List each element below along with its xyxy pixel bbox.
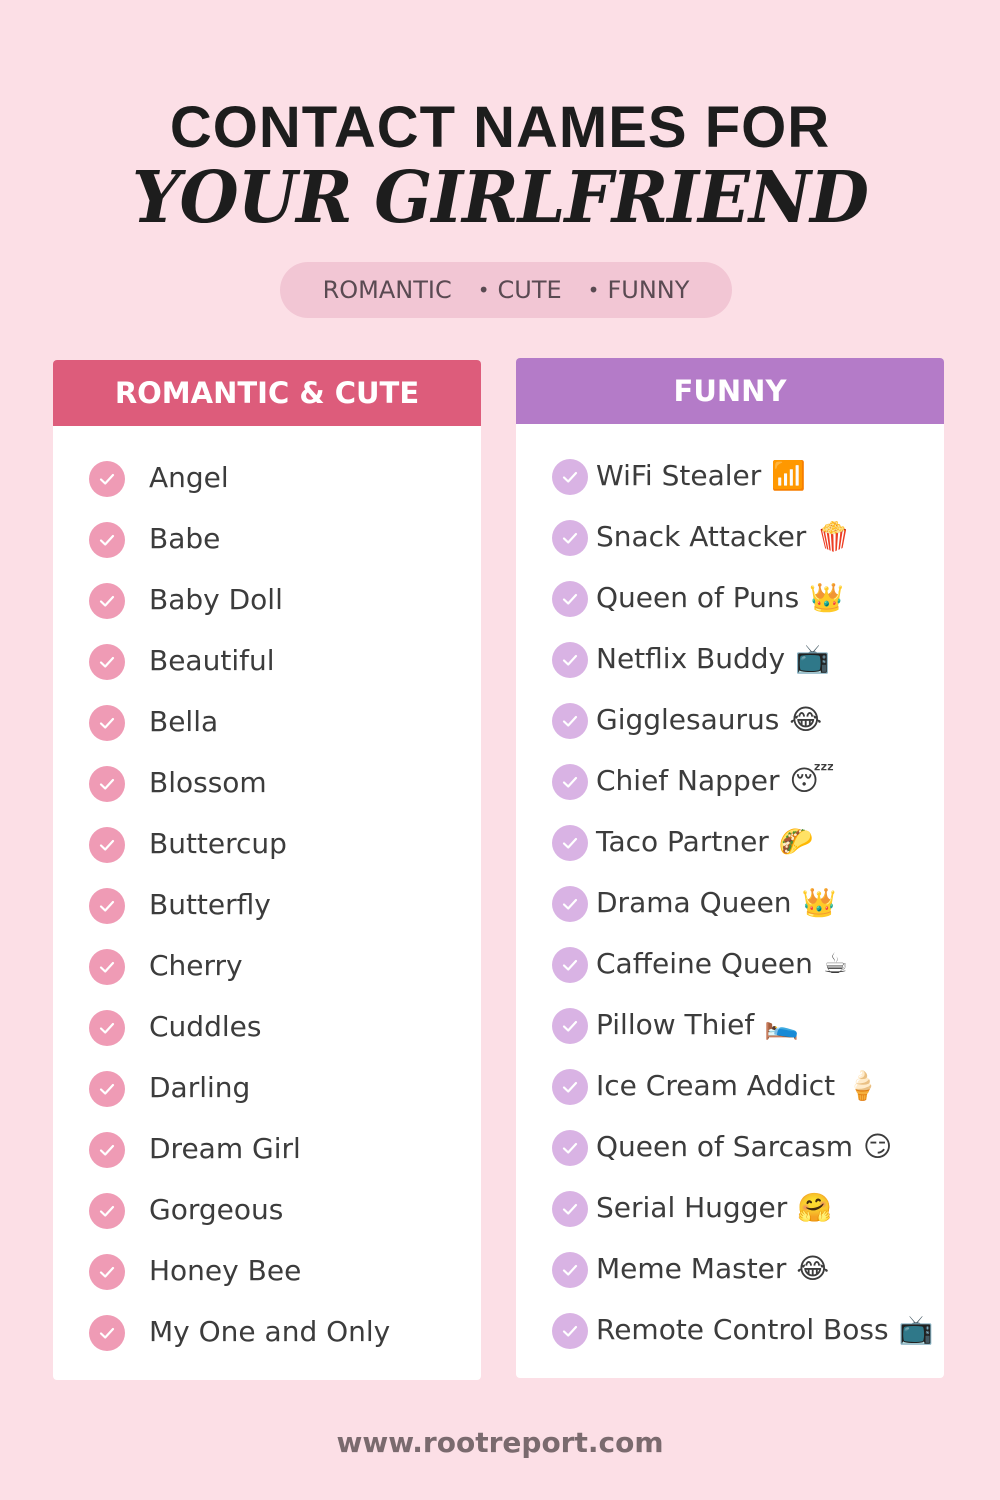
list-item xyxy=(53,509,481,570)
check-circle-icon xyxy=(552,1008,588,1044)
list-item xyxy=(516,873,944,934)
check-circle-icon xyxy=(89,1254,125,1290)
list-item-label xyxy=(596,947,848,981)
list-item xyxy=(53,814,481,875)
check-circle-icon xyxy=(552,947,588,983)
list-item-label xyxy=(596,1252,829,1286)
emoji-icon: 🛌 xyxy=(764,1008,800,1041)
check-circle-icon xyxy=(89,583,125,619)
list-item-label xyxy=(596,1191,832,1225)
list-item-label: Bella xyxy=(149,705,219,738)
list-item xyxy=(516,1178,944,1239)
item-label: Gigglesaurus xyxy=(596,703,780,736)
list-item xyxy=(53,1302,481,1363)
list-item-label: Baby Doll xyxy=(149,583,283,616)
check-circle-icon xyxy=(552,1130,588,1166)
bullet-icon: • xyxy=(477,278,490,302)
emoji-icon: 👑 xyxy=(801,886,837,919)
romantic-card xyxy=(53,360,481,1380)
emoji-icon: 😂 xyxy=(796,1252,830,1285)
list-item-label xyxy=(596,642,830,676)
item-label: Drama Queen xyxy=(596,886,792,919)
pill-item-funny: FUNNY xyxy=(607,276,690,304)
emoji-icon: 😏 xyxy=(863,1130,893,1163)
check-circle-icon xyxy=(89,705,125,741)
footer-url[interactable]: www.rootreport.com xyxy=(336,1426,664,1459)
check-circle-icon xyxy=(89,1132,125,1168)
item-label: Queen of Sarcasm xyxy=(596,1130,854,1163)
list-item-label: Cherry xyxy=(149,949,243,982)
list-item xyxy=(53,997,481,1058)
emoji-icon: 😴 xyxy=(789,764,835,797)
list-item xyxy=(516,1239,944,1300)
item-label: Serial Hugger xyxy=(596,1191,788,1224)
list-item-label xyxy=(596,1313,933,1347)
check-circle-icon xyxy=(89,888,125,924)
list-item-label: Buttercup xyxy=(149,827,287,860)
item-label: Caffeine Queen xyxy=(596,947,813,980)
romantic-header: ROMANTIC & CUTE xyxy=(53,360,481,426)
check-circle-icon xyxy=(89,766,125,802)
check-circle-icon xyxy=(552,825,588,861)
bullet-icon: • xyxy=(587,278,600,302)
pill-item-cute: CUTE xyxy=(497,276,562,304)
item-label: WiFi Stealer xyxy=(596,459,762,492)
list-item-label: Cuddles xyxy=(149,1010,262,1043)
list-item-label xyxy=(596,825,814,859)
list-item-label xyxy=(596,1069,880,1103)
list-item xyxy=(516,995,944,1056)
list-item xyxy=(53,570,481,631)
check-circle-icon xyxy=(89,1315,125,1351)
check-circle-icon xyxy=(552,1191,588,1227)
romantic-list xyxy=(53,448,481,1363)
list-item-label: Darling xyxy=(149,1071,251,1104)
list-item-label xyxy=(596,520,851,554)
check-circle-icon xyxy=(89,1071,125,1107)
emoji-icon: 👑 xyxy=(809,581,845,614)
item-label: Taco Partner xyxy=(596,825,769,858)
check-circle-icon xyxy=(89,827,125,863)
item-label: Snack Attacker xyxy=(596,520,807,553)
item-label: Pillow Thief xyxy=(596,1008,755,1041)
item-label: Chief Napper xyxy=(596,764,780,797)
check-circle-icon xyxy=(89,1010,125,1046)
list-item-label xyxy=(596,886,836,920)
list-item-label: Butterfly xyxy=(149,888,271,921)
title-line-1: CONTACT NAMES FOR xyxy=(169,95,831,160)
list-item-label xyxy=(596,1008,799,1042)
list-item-label: Dream Girl xyxy=(149,1132,301,1165)
list-item-label xyxy=(596,1130,892,1164)
funny-card xyxy=(516,358,944,1378)
list-item xyxy=(53,1180,481,1241)
list-item xyxy=(53,448,481,509)
list-item xyxy=(53,1241,481,1302)
list-item xyxy=(516,934,944,995)
check-circle-icon xyxy=(89,949,125,985)
check-circle-icon xyxy=(552,886,588,922)
emoji-icon: 🍿 xyxy=(816,520,852,553)
list-item xyxy=(516,1056,944,1117)
category-pill xyxy=(280,262,732,318)
check-circle-icon xyxy=(552,520,588,556)
list-item xyxy=(53,1119,481,1180)
item-label: Ice Cream Addict xyxy=(596,1069,836,1102)
emoji-icon: 📺 xyxy=(898,1313,934,1346)
check-circle-icon xyxy=(552,581,588,617)
check-circle-icon xyxy=(552,1069,588,1105)
emoji-icon: 📺 xyxy=(795,642,830,675)
check-circle-icon xyxy=(89,644,125,680)
list-item-label xyxy=(596,764,834,798)
list-item-label: My One and Only xyxy=(149,1315,391,1348)
emoji-icon: 📶 xyxy=(771,459,807,492)
check-circle-icon xyxy=(552,642,588,678)
list-item xyxy=(53,631,481,692)
item-label: Meme Master xyxy=(596,1252,787,1285)
list-item xyxy=(516,690,944,751)
list-item xyxy=(53,936,481,997)
list-item-label: Angel xyxy=(149,461,229,494)
list-item xyxy=(53,875,481,936)
item-label: Queen of Puns xyxy=(596,581,800,614)
check-circle-icon xyxy=(552,1313,588,1349)
funny-header: FUNNY xyxy=(516,358,944,424)
list-item xyxy=(516,629,944,690)
check-circle-icon xyxy=(552,1252,588,1288)
list-item xyxy=(53,753,481,814)
pill-item-romantic: ROMANTIC xyxy=(322,276,452,304)
list-item xyxy=(516,751,944,812)
emoji-icon: 🤗 xyxy=(797,1191,833,1224)
list-item xyxy=(516,1300,944,1361)
item-label: Remote Control Boss xyxy=(596,1313,889,1346)
funny-list xyxy=(516,446,944,1361)
list-item-label: Blossom xyxy=(149,766,267,799)
title-line-2: YOUR GIRLFRIEND xyxy=(131,156,869,240)
list-item-label: Gorgeous xyxy=(149,1193,284,1226)
list-item-label xyxy=(596,703,822,737)
item-label: Netflix Buddy xyxy=(596,642,786,675)
check-circle-icon xyxy=(552,703,588,739)
check-circle-icon xyxy=(89,522,125,558)
list-item xyxy=(516,446,944,507)
list-item-label xyxy=(596,459,806,493)
list-item xyxy=(53,692,481,753)
list-item xyxy=(516,507,944,568)
emoji-icon: 😂 xyxy=(789,703,823,736)
emoji-icon: ☕ xyxy=(822,947,848,980)
check-circle-icon xyxy=(89,1193,125,1229)
emoji-icon: 🌮 xyxy=(778,825,814,858)
list-item-label: Babe xyxy=(149,522,221,555)
emoji-icon: 🍦 xyxy=(845,1069,881,1102)
list-item-label: Honey Bee xyxy=(149,1254,302,1287)
list-item xyxy=(516,1117,944,1178)
list-item-label: Beautiful xyxy=(149,644,275,677)
list-item xyxy=(516,812,944,873)
check-circle-icon xyxy=(89,461,125,497)
check-circle-icon xyxy=(552,459,588,495)
list-item xyxy=(516,568,944,629)
list-item xyxy=(53,1058,481,1119)
list-item-label xyxy=(596,581,844,615)
check-circle-icon xyxy=(552,764,588,800)
